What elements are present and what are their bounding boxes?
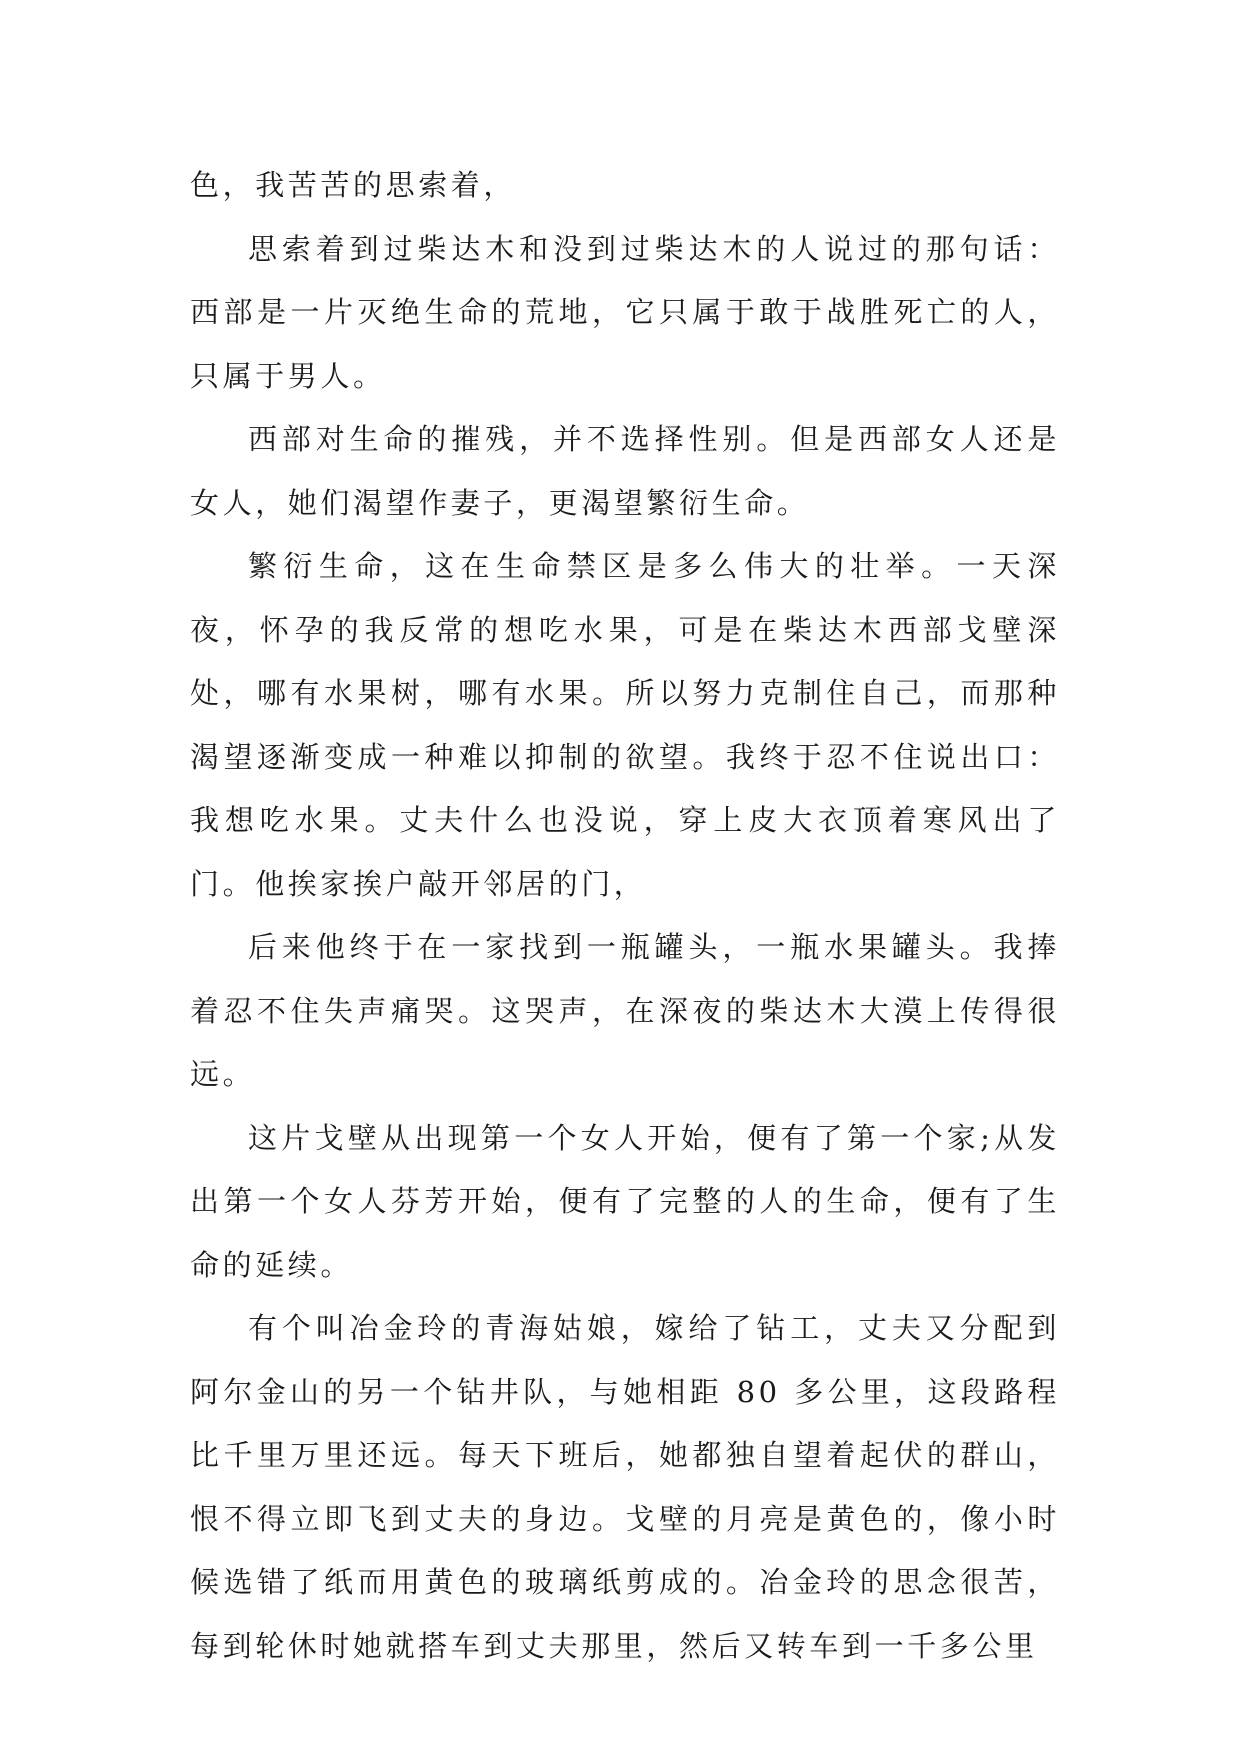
paragraph-3: 西部对生命的摧残，并不选择性别。但是西部女人还是女人，她们渴望作妻子，更渴望繁衍生命。: [190, 422, 1060, 520]
paragraph-6: 这片戈壁从出现第一个女人开始，便有了第一个家;从发出第一个女人芬芳开始，便有了完整的人的生命，便有了生命的延续。: [190, 1120, 1060, 1282]
document-page: [190, 154, 1060, 1678]
paragraph-5: 后来他终于在一家找到一瓶罐头，一瓶水果罐头。我捧着忍不住失声痛哭。这哭声，在深夜的柴达木大漠上传得很远。: [190, 930, 1060, 1091]
paragraph-7: 有个叫冶金玲的青海姑娘，嫁给了钻工，丈夫又分配到阿尔金山的另一个钻井队，与她相距 80 多公里，这段路程比千里万里还远。每天下班后，她都独自望着起伏的群山，恨不得立即飞到丈夫的身边。戈壁的月亮是黄色的，像小时候选错了纸而用黄色的玻璃纸剪成的。冶金玲的思念很苦，每到轮休时她就搭车到丈夫那里，然后又转车到一千多公里: [190, 1311, 1060, 1663]
paragraph-4: 繁衍生命，这在生命禁区是多么伟大的壮举。一天深夜，怀孕的我反常的想吃水果，可是在柴达木西部戈壁深处，哪有水果树，哪有水果。所以努力克制住自己，而那种渴望逐渐变成一种难以抑制的欲望。我终于忍不住说出口：我想吃水果。丈夫什么也没说，穿上皮大衣顶着寒风出了门。他挨家挨户敲开邻居的门，: [190, 549, 1060, 901]
paragraph-1: 色，我苦苦的思索着，: [190, 168, 517, 202]
paragraph-2: 思索着到过柴达木和没到过柴达木的人说过的那句话：西部是一片灭绝生命的荒地，它只属于敢于战胜死亡的人，只属于男人。: [190, 231, 1060, 393]
